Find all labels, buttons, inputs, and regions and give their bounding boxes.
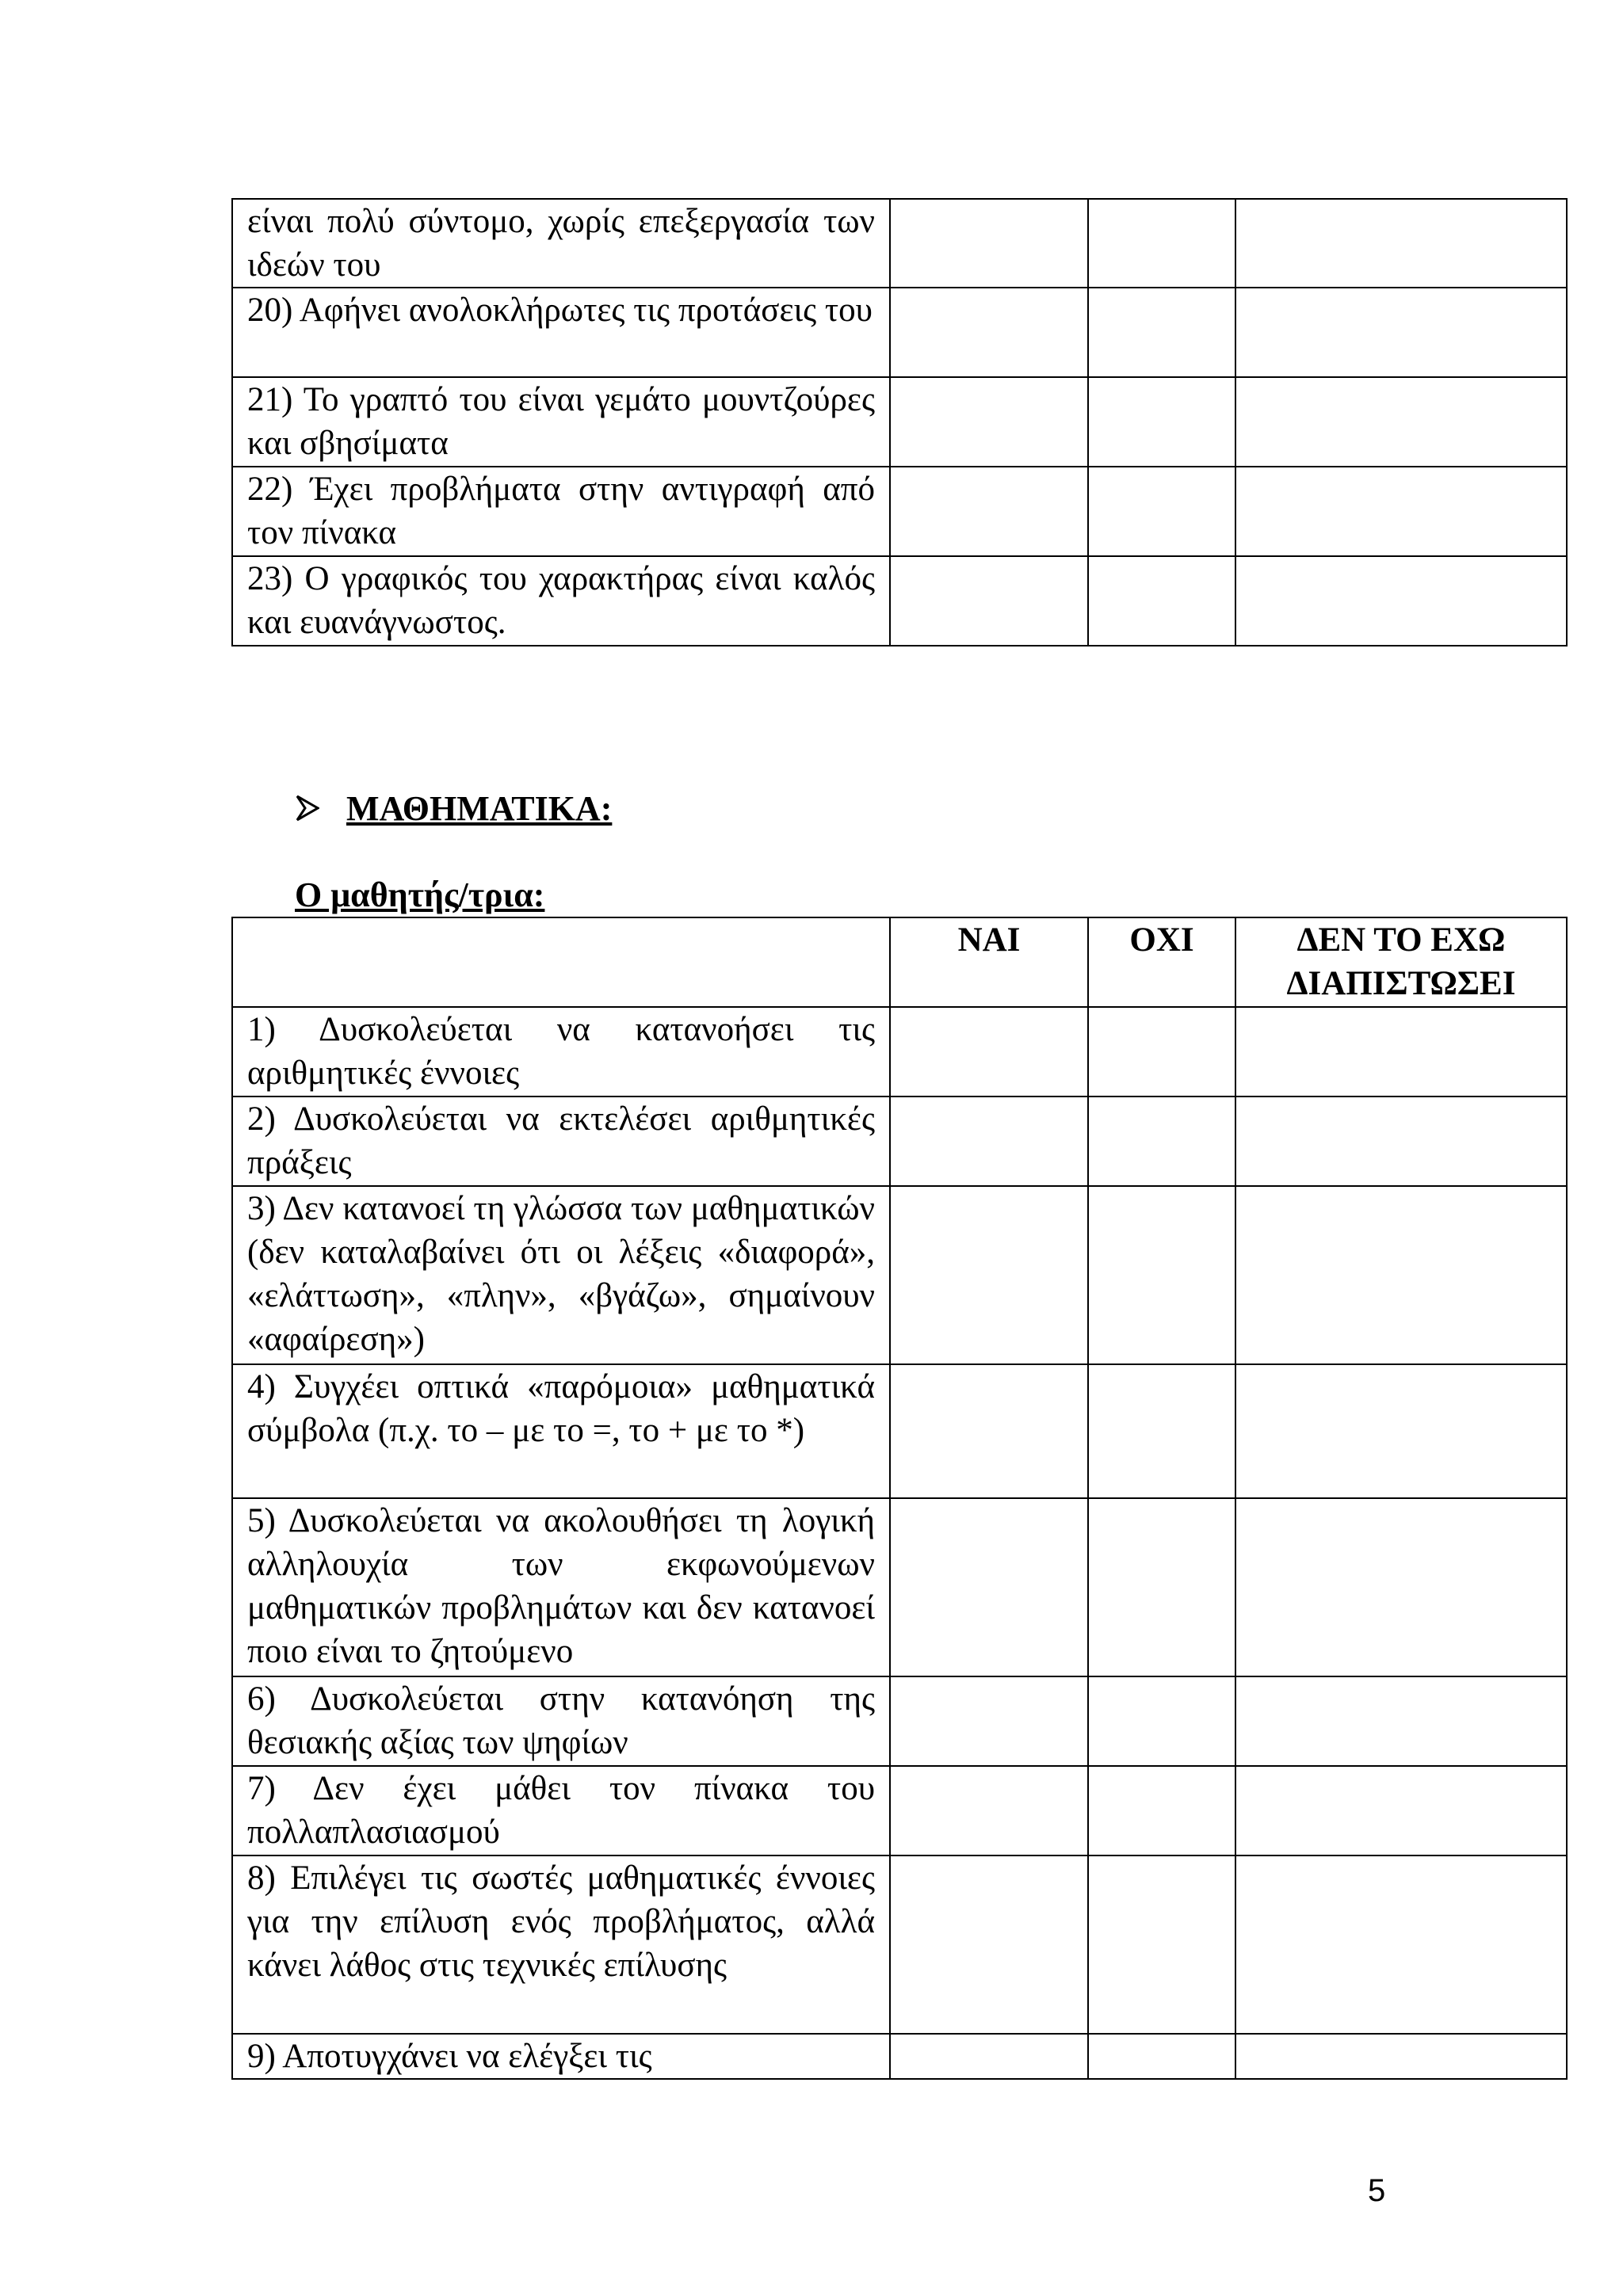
- yes-checkbox-cell[interactable]: [890, 1364, 1088, 1498]
- yes-checkbox-cell[interactable]: [890, 1676, 1088, 1766]
- not-observed-checkbox-cell[interactable]: [1235, 1498, 1567, 1676]
- table-row: [232, 556, 1567, 646]
- table-row: [232, 1855, 1567, 2034]
- table-row: [232, 467, 1567, 556]
- not-observed-checkbox-cell[interactable]: [1235, 467, 1567, 556]
- table-row: [232, 1676, 1567, 1766]
- question-cell: 6) Δυσκολεύεται στην κατανόηση της θεσιακής αξίας των ψηφίων: [232, 1676, 890, 1766]
- question-cell: είναι πολύ σύντομο, χωρίς επεξεργασία των ιδεών του: [232, 199, 890, 288]
- question-cell: 4) Συγχέει οπτικά «παρόμοια» μαθηματικά σύμβολα (π.χ. το – με το =, το + με το *): [232, 1364, 890, 1498]
- yes-checkbox-cell[interactable]: [890, 1766, 1088, 1855]
- table-header-row: [232, 917, 1567, 1007]
- not-observed-checkbox-cell[interactable]: [1235, 1097, 1567, 1186]
- question-cell: 9) Αποτυγχάνει να ελέγξει τις: [232, 2034, 890, 2079]
- page-number: 5: [1368, 2173, 1386, 2208]
- not-observed-checkbox-cell[interactable]: [1235, 377, 1567, 467]
- yes-checkbox-cell[interactable]: [890, 288, 1088, 377]
- no-checkbox-cell[interactable]: [1088, 377, 1235, 467]
- yes-checkbox-cell[interactable]: [890, 377, 1088, 467]
- table-row: [232, 1186, 1567, 1364]
- not-observed-checkbox-cell[interactable]: [1235, 556, 1567, 646]
- header-yes: ΝΑΙ: [890, 917, 1088, 1007]
- yes-checkbox-cell[interactable]: [890, 199, 1088, 288]
- math-checklist-table: [231, 917, 1568, 2080]
- not-observed-checkbox-cell[interactable]: [1235, 1676, 1567, 1766]
- header-blank-cell: [232, 917, 890, 1007]
- question-cell: 20) Αφήνει ανολοκλήρωτες τις προτάσεις του: [232, 288, 890, 377]
- yes-checkbox-cell[interactable]: [890, 1498, 1088, 1676]
- no-checkbox-cell[interactable]: [1088, 2034, 1235, 2079]
- no-checkbox-cell[interactable]: [1088, 1364, 1235, 1498]
- question-cell: 2) Δυσκολεύεται να εκτελέσει αριθμητικές πράξεις: [232, 1097, 890, 1186]
- question-cell: 1) Δυσκολεύεται να κατανοήσει τις αριθμητικές έννοιες: [232, 1007, 890, 1097]
- table-row: [232, 199, 1567, 288]
- no-checkbox-cell[interactable]: [1088, 467, 1235, 556]
- section-heading: ΜΑΘΗΜΑΤΙΚΑ:: [346, 789, 613, 828]
- yes-checkbox-cell[interactable]: [890, 467, 1088, 556]
- question-cell: 5) Δυσκολεύεται να ακολουθήσει τη λογική αλληλουχία των εκφωνούμενων μαθηματικών προβλημάτων και δεν κατανοεί ποιο είναι το ζητούμενο: [232, 1498, 890, 1676]
- yes-checkbox-cell[interactable]: [890, 1186, 1088, 1364]
- table-row: [232, 377, 1567, 467]
- no-checkbox-cell[interactable]: [1088, 1097, 1235, 1186]
- yes-checkbox-cell[interactable]: [890, 556, 1088, 646]
- question-cell: 7) Δεν έχει μάθει τον πίνακα του πολλαπλασιασμού: [232, 1766, 890, 1855]
- question-cell: 21) Το γραπτό του είναι γεμάτο μουντζούρες και σβησίματα: [232, 377, 890, 467]
- header-no: ΟΧΙ: [1088, 917, 1235, 1007]
- not-observed-checkbox-cell[interactable]: [1235, 1364, 1567, 1498]
- not-observed-checkbox-cell[interactable]: [1235, 199, 1567, 288]
- question-cell: 23) Ο γραφικός του χαρακτήρας είναι καλός και ευανάγνωστος.: [232, 556, 890, 646]
- no-checkbox-cell[interactable]: [1088, 1186, 1235, 1364]
- header-not-observed: ΔΕΝ ΤΟ ΕΧΩ ΔΙΑΠΙΣΤΩΣΕΙ: [1235, 917, 1567, 1007]
- no-checkbox-cell[interactable]: [1088, 1676, 1235, 1766]
- question-cell: 3) Δεν κατανοεί τη γλώσσα των μαθηματικών (δεν καταλαβαίνει ότι οι λέξεις «διαφορά», «ελάττωση», «πλην», «βγάζω», σημαίνουν «αφαίρεση»): [232, 1186, 890, 1364]
- arrow-bullet-icon: [296, 795, 319, 822]
- question-cell: 22) Έχει προβλήματα στην αντιγραφή από τον πίνακα: [232, 467, 890, 556]
- yes-checkbox-cell[interactable]: [890, 1855, 1088, 2034]
- yes-checkbox-cell[interactable]: [890, 2034, 1088, 2079]
- not-observed-checkbox-cell[interactable]: [1235, 1186, 1567, 1364]
- table-row: [232, 2034, 1567, 2079]
- question-cell: 8) Επιλέγει τις σωστές μαθηματικές έννοιες για την επίλυση ενός προβλήματος, αλλά κάνει λάθος στις τεχνικές επίλυσης: [232, 1855, 890, 2034]
- table-row: [232, 1364, 1567, 1498]
- yes-checkbox-cell[interactable]: [890, 1097, 1088, 1186]
- table-row: [232, 1498, 1567, 1676]
- no-checkbox-cell[interactable]: [1088, 1766, 1235, 1855]
- table-row: [232, 1097, 1567, 1186]
- not-observed-checkbox-cell[interactable]: [1235, 288, 1567, 377]
- table-row: [232, 288, 1567, 377]
- yes-checkbox-cell[interactable]: [890, 1007, 1088, 1097]
- no-checkbox-cell[interactable]: [1088, 1007, 1235, 1097]
- no-checkbox-cell[interactable]: [1088, 1855, 1235, 2034]
- section-subtitle: Ο μαθητής/τρια:: [295, 875, 545, 914]
- no-checkbox-cell[interactable]: [1088, 1498, 1235, 1676]
- no-checkbox-cell[interactable]: [1088, 556, 1235, 646]
- not-observed-checkbox-cell[interactable]: [1235, 1007, 1567, 1097]
- not-observed-checkbox-cell[interactable]: [1235, 1766, 1567, 1855]
- writing-checklist-table: [231, 198, 1568, 646]
- not-observed-checkbox-cell[interactable]: [1235, 1855, 1567, 2034]
- table-row: [232, 1766, 1567, 1855]
- no-checkbox-cell[interactable]: [1088, 199, 1235, 288]
- table-row: [232, 1007, 1567, 1097]
- no-checkbox-cell[interactable]: [1088, 288, 1235, 377]
- not-observed-checkbox-cell[interactable]: [1235, 2034, 1567, 2079]
